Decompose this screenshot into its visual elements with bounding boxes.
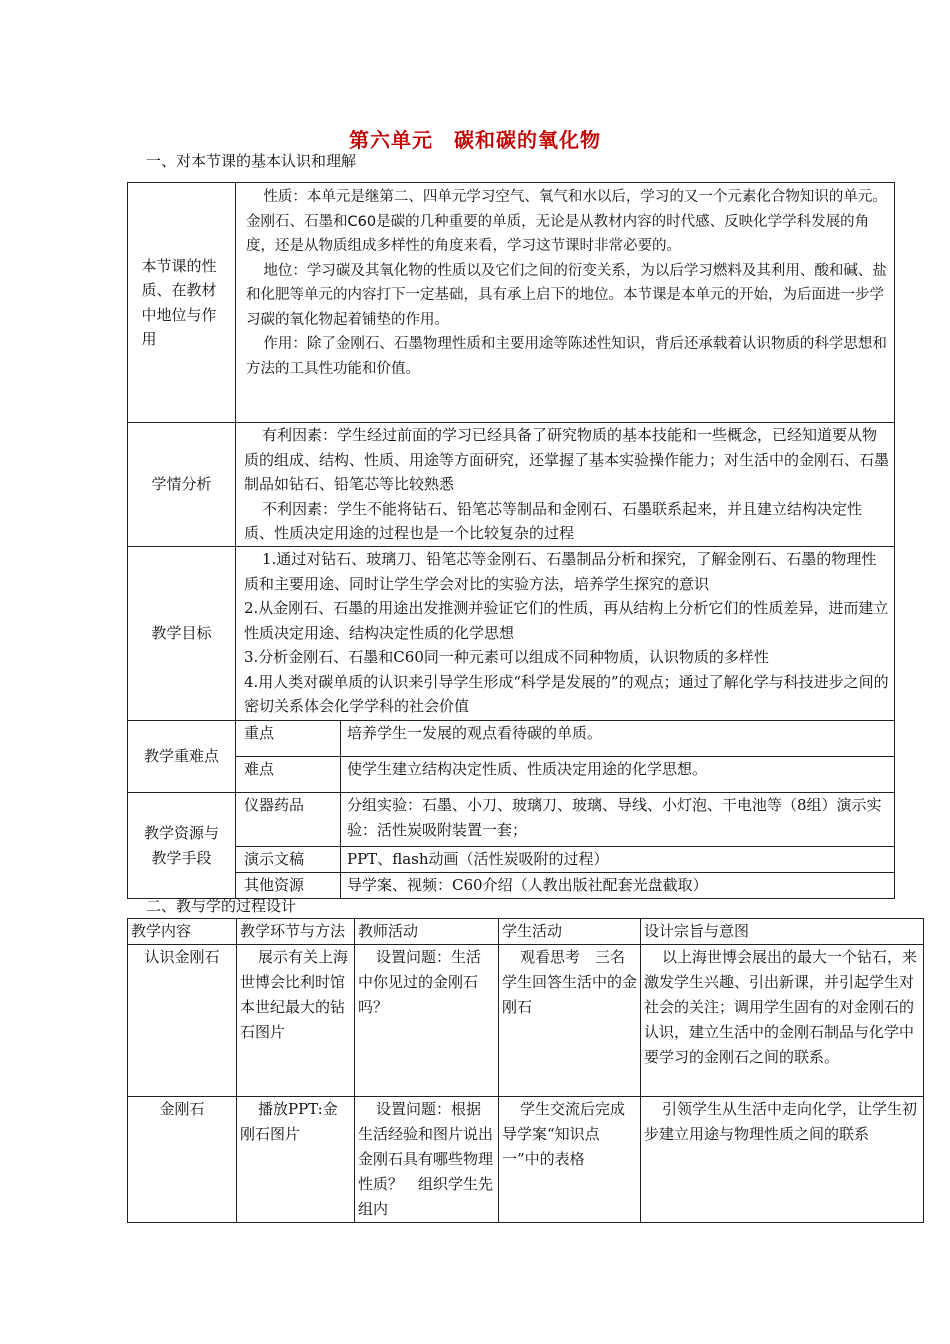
role-paragraph-nature: 性质：本单元是继第二、四单元学习空气、氧气和水以后，学习的又一个元素化合物知识的单元。金刚石、石墨和C60是碳的几种重要的单质，无论是从教材内容的时代感、反映化学学科发展的角度，还是从物质组成多样性的角度来看，学习这节课时非常必要的。 [246,189,887,254]
header-method: 教学环节与方法 [237,919,355,945]
role-paragraph-position: 地位：学习碳及其氧化物的性质以及它们之间的衍变关系，为以后学习燃料及其利用、酸和碱、盐和化肥等单元的内容打下一定基础，具有承上启下的地位。本节课是本单元的开始，为后面进一步学习碳的氧化物起着铺垫的作用。 [246,262,887,328]
row-label-text: 本节课的性质、在教材中地位与作用 [141,256,217,348]
resource-other-label: 其他资源 [236,873,341,899]
cell-teacher-text: 设置问题：生活中你见过的金刚石吗？ [358,948,482,1016]
analysis-favorable: 有利因素：学生经过前面的学习已经具备了研究物质的基本技能和一些概念，已经知道要从物质的组成、结构、性质、用途等方面研究，还掌握了基本实验操作能力；对生活中的金刚石、石墨制品如钻石、铅笔芯等比较熟悉 [244,426,890,493]
resource-instruments-label: 仪器药品 [236,793,341,847]
header-intent: 设计宗旨与意图 [641,919,924,945]
role-cell [236,183,895,423]
header-student: 学生活动 [499,919,641,945]
table-row [128,1097,924,1223]
resource-slides-label: 演示文稿 [236,847,341,873]
role-paragraph-function: 作用：除了金刚石、石墨物理性质和主要用途等陈述性知识，背后还承载着认识物质的科学思想和方法的工具性功能和价值。 [246,336,887,377]
resource-other-value: 导学案、视频：C60介绍（人教出版社配套光盘截取） [341,873,895,899]
goal-4: 4.用人类对碳单质的认识来引导学生形成“科学是发展的”的观点；通过了解化学与科技进步之间的密切关系体会化学学科的社会价值 [244,672,889,715]
process-table [127,918,924,1223]
cell-student [499,945,641,1097]
row-label-resources [128,793,236,899]
goal-2: 2.从金刚石、石墨的用途出发推测并验证它们的性质，再从结构上分析它们的性质差异，进而建立性质决定用途、结构决定性质的化学思想 [244,599,889,642]
overview-table [127,182,895,899]
row-label-analysis: 学情分析 [128,423,236,547]
row-label-text: 教学资源与教学手段 [143,824,219,867]
page-title: 第六单元 碳和碳的氧化物 [349,128,601,152]
header-teacher: 教师活动 [355,919,499,945]
cell-content: 金刚石 [128,1097,237,1223]
cell-method [237,1097,355,1223]
cell-content: 认识金刚石 [128,945,237,1097]
goals-cell [236,547,895,721]
row-label-text: 教学重难点 [143,747,219,766]
cell-method-text: 展示有关上海世博会比利时馆本世纪最大的钻石图片 [240,948,349,1041]
cell-method-text: 播放PPT:金刚石图片 [240,1100,338,1143]
goal-3: 3.分析金刚石、石墨和C60同一种元素可以组成不同种物质，认识物质的多样性 [244,648,769,666]
cell-intent [641,1097,924,1223]
cell-student-text: 学生交流后完成导学案“知识点一”中的表格 [502,1100,626,1168]
keypoint-difficulty-label: 难点 [236,757,341,793]
cell-student-text: 观看思考 三名学生回答生活中的金刚石 [502,948,638,1016]
analysis-cell [236,423,895,547]
cell-teacher [355,1097,499,1223]
goal-1: 1.通过对钻石、玻璃刀、铅笔芯等金刚石、石墨制品分析和探究，了解金刚石、石墨的物理性质和主要用途、同时让学生学会对比的实验方法，培养学生探究的意识 [244,550,877,593]
header-content: 教学内容 [128,919,237,945]
analysis-unfavorable: 不利因素：学生不能将钻石、铅笔芯等制品和金刚石、石墨联系起来，并且建立结构决定性质、性质决定用途的过程也是一个比较复杂的过程 [244,499,863,542]
cell-teacher-text: 设置问题：根据生活经验和图片说出金刚石具有哪些物理性质？ 组织学生先组内 [358,1100,494,1218]
row-label-keypoints [128,721,236,793]
cell-method [237,945,355,1097]
row-label-goals: 教学目标 [128,547,236,721]
keypoint-key-label: 重点 [236,721,341,757]
keypoint-key-value: 培养学生一发展的观点看待碳的单质。 [341,721,895,757]
section-heading-1: 一、对本节课的基本认识和理解 [146,152,357,170]
cell-student [499,1097,641,1223]
cell-intent-text: 以上海世博会展出的最大一个钻石，来激发学生兴趣、引出新课，并引起学生对社会的关注；调用学生固有的对金刚石的认识，建立生活中的金刚石制品与化学中要学习的金刚石之间的联系。 [644,948,918,1066]
cell-intent [641,945,924,1097]
keypoint-difficulty-value: 使学生建立结构决定性质、性质决定用途的化学思想。 [341,757,895,793]
resource-instruments-value: 分组实验：石墨、小刀、玻璃刀、玻璃、导线、小灯泡、干电池等（8组）演示实验：活性炭吸附装置一套； [341,793,895,847]
table-row [128,945,924,1097]
section-heading-2: 二、教与学的过程设计 [146,897,297,915]
resource-slides-value: PPT、flash动画（活性炭吸附的过程） [341,847,895,873]
cell-teacher [355,945,499,1097]
cell-intent-text: 引领学生从生活中走向化学，让学生初步建立用途与物理性质之间的联系 [644,1100,918,1143]
row-label-role [128,183,236,423]
